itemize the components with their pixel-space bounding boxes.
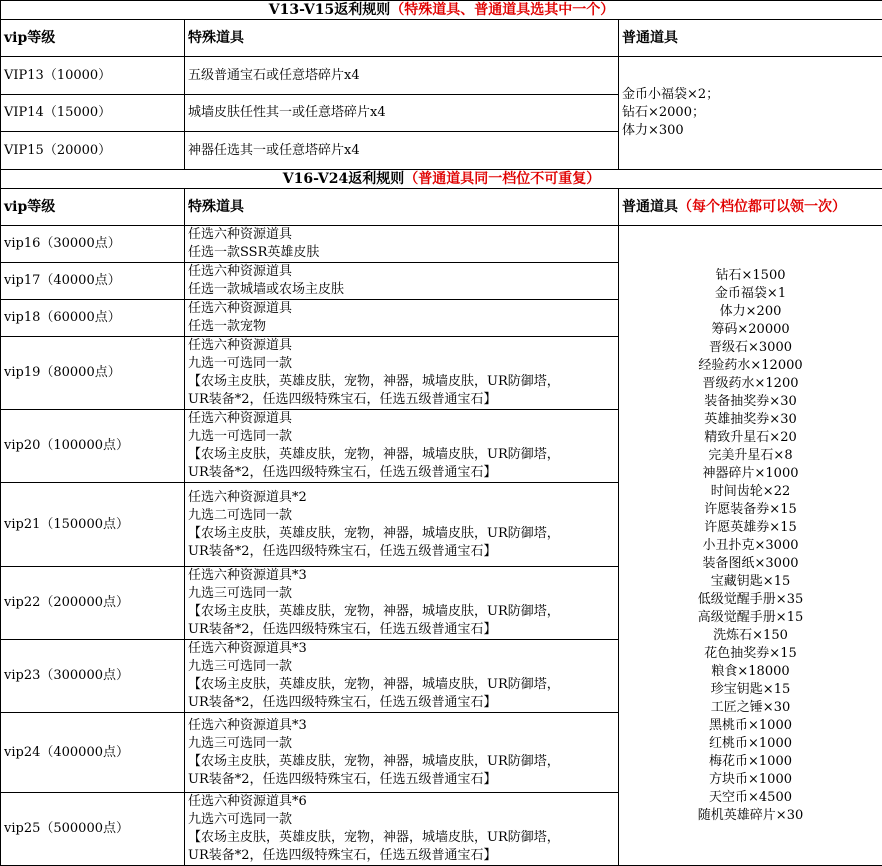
- vip-level-cell: vip24（400000点）: [1, 713, 185, 793]
- section1-title: V13-V15返利规则: [269, 2, 390, 18]
- normal-item: 晋级药水×1200: [622, 375, 879, 393]
- special-item-line: UR装备*2，任选四级特殊宝石，任选五级普通宝石】: [188, 621, 615, 639]
- special-item-line: 【农场主皮肤，英雄皮肤，宠物，神器，城墙皮肤，UR防御塔，: [188, 753, 615, 771]
- special-item-line: 任选一款城墙或农场主皮肤: [188, 281, 615, 299]
- section1-title-note: （特殊道具、普通道具选其中一个）: [390, 2, 614, 18]
- section1-header-row: [1, 20, 882, 57]
- special-item-cell: 神器任选其一或任意塔碎片x4: [185, 132, 619, 170]
- special-items-cell: [185, 483, 619, 567]
- header-normal-items: [619, 189, 882, 226]
- header-special-items: 特殊道具: [185, 189, 619, 226]
- special-items-cell: [185, 567, 619, 640]
- special-item-line: 【农场主皮肤，英雄皮肤，宠物，神器，城墙皮肤，UR防御塔，: [188, 373, 615, 391]
- normal-item: 珍宝钥匙×15: [622, 681, 879, 699]
- special-item-line: UR装备*2，任选四级特殊宝石，任选五级普通宝石】: [188, 771, 615, 789]
- special-item-line: 任选六种资源道具: [188, 263, 615, 281]
- vip-level-cell: VIP14（15000）: [1, 95, 185, 132]
- special-item-line: 任选六种资源道具: [188, 337, 615, 355]
- special-item-cell: 城墙皮肤任性其一或任意塔碎片x4: [185, 95, 619, 132]
- vip-level-cell: vip19（80000点）: [1, 337, 185, 410]
- special-item-line: UR装备*2，任选四级特殊宝石，任选五级普通宝石】: [188, 847, 615, 865]
- special-item-line: 任选一款宠物: [188, 318, 615, 336]
- normal-item: 精致升星石×20: [622, 429, 879, 447]
- special-item-line: 【农场主皮肤，英雄皮肤，宠物，神器，城墙皮肤，UR防御塔，: [188, 525, 615, 543]
- special-items-cell: [185, 226, 619, 263]
- normal-item: 低级觉醒手册×35: [622, 591, 879, 609]
- special-item-line: 九选二可选同一款: [188, 507, 615, 525]
- normal-item: 红桃币×1000: [622, 735, 879, 753]
- special-items-cell: [185, 793, 619, 866]
- special-item-line: 九选六可选同一款: [188, 811, 615, 829]
- header-vip-level: vip等级: [1, 189, 185, 226]
- special-item-line: 九选三可选同一款: [188, 735, 615, 753]
- section1-title-row: [1, 1, 882, 20]
- section2-title-row: [1, 170, 882, 189]
- header-normal-label: 普通道具: [622, 199, 678, 215]
- normal-item: 装备抽奖券×30: [622, 393, 879, 411]
- special-item-line: 任选六种资源道具: [188, 410, 615, 428]
- special-item-line: 任选六种资源道具*3: [188, 567, 615, 585]
- normal-item: 工匠之锤×30: [622, 699, 879, 717]
- vip-level-cell: vip16（30000点）: [1, 226, 185, 263]
- vip-level-cell: VIP13（10000）: [1, 57, 185, 95]
- normal-item: 黑桃币×1000: [622, 717, 879, 735]
- vip-level-cell: vip22（200000点）: [1, 567, 185, 640]
- special-items-cell: [185, 300, 619, 337]
- normal-item: 体力×300: [622, 122, 879, 140]
- special-item-line: UR装备*2，任选四级特殊宝石，任选五级普通宝石】: [188, 694, 615, 712]
- special-items-cell: [185, 410, 619, 483]
- normal-item: 完美升星石×8: [622, 447, 879, 465]
- vip-level-cell: vip20（100000点）: [1, 410, 185, 483]
- normal-item: 晋级石×3000: [622, 339, 879, 357]
- normal-item: 钻石×2000；: [622, 104, 879, 122]
- vip-level-cell: vip23（300000点）: [1, 640, 185, 713]
- special-item-line: 任选一款SSR英雄皮肤: [188, 244, 615, 262]
- header-normal-items: 普通道具: [619, 20, 882, 57]
- special-item-line: 【农场主皮肤，英雄皮肤，宠物，神器，城墙皮肤，UR防御塔，: [188, 829, 615, 847]
- section2-title-note: （普通道具同一档位不可重复）: [404, 171, 600, 187]
- vip-level-cell: VIP15（20000）: [1, 132, 185, 170]
- normal-item: 方块币×1000: [622, 771, 879, 789]
- normal-item: 英雄抽奖券×30: [622, 411, 879, 429]
- normal-item: 宝藏钥匙×15: [622, 573, 879, 591]
- normal-item: 许愿英雄券×15: [622, 519, 879, 537]
- special-items-cell: [185, 263, 619, 300]
- header-normal-note: （每个档位都可以领一次）: [678, 199, 846, 215]
- special-item-line: 九选一可选同一款: [188, 428, 615, 446]
- special-item-line: 任选六种资源道具*2: [188, 489, 615, 507]
- normal-items-cell: [619, 57, 882, 170]
- header-vip-level: vip等级: [1, 20, 185, 57]
- special-item-line: 【农场主皮肤，英雄皮肤，宠物，神器，城墙皮肤，UR防御塔，: [188, 676, 615, 694]
- header-special-items: 特殊道具: [185, 20, 619, 57]
- special-item-line: 任选六种资源道具: [188, 226, 615, 244]
- table-row: [1, 57, 882, 95]
- normal-item: 装备图纸×3000: [622, 555, 879, 573]
- section2-header-row: [1, 189, 882, 226]
- section2-title: V16-V24返利规则: [283, 171, 404, 187]
- normal-item: 钻石×1500: [622, 267, 879, 285]
- normal-item: 随机英雄碎片×30: [622, 807, 879, 825]
- special-item-line: UR装备*2，任选四级特殊宝石，任选五级普通宝石】: [188, 464, 615, 482]
- normal-item: 金币小福袋×2；: [622, 86, 879, 104]
- normal-item: 花色抽奖券×15: [622, 645, 879, 663]
- special-items-cell: [185, 713, 619, 793]
- special-item-line: 任选六种资源道具*3: [188, 717, 615, 735]
- special-item-line: 【农场主皮肤，英雄皮肤，宠物，神器，城墙皮肤，UR防御塔，: [188, 446, 615, 464]
- vip-level-cell: vip17（40000点）: [1, 263, 185, 300]
- vip-level-cell: vip25（500000点）: [1, 793, 185, 866]
- vip-level-cell: vip18（60000点）: [1, 300, 185, 337]
- special-item-line: 任选六种资源道具*3: [188, 640, 615, 658]
- special-item-line: 任选六种资源道具*6: [188, 793, 615, 811]
- normal-item: 筹码×20000: [622, 321, 879, 339]
- special-item-line: 九选三可选同一款: [188, 658, 615, 676]
- special-item-line: 九选三可选同一款: [188, 585, 615, 603]
- special-item-line: 任选六种资源道具: [188, 300, 615, 318]
- normal-item: 体力×200: [622, 303, 879, 321]
- special-item-cell: 五级普通宝石或任意塔碎片x4: [185, 57, 619, 95]
- normal-item: 天空币×4500: [622, 789, 879, 807]
- normal-item: 洗炼石×150: [622, 627, 879, 645]
- normal-items-list: [619, 226, 882, 866]
- special-item-line: UR装备*2，任选四级特殊宝石，任选五级普通宝石】: [188, 391, 615, 409]
- special-items-cell: [185, 640, 619, 713]
- special-items-cell: [185, 337, 619, 410]
- special-item-line: UR装备*2，任选四级特殊宝石，任选五级普通宝石】: [188, 543, 615, 561]
- normal-item: 许愿装备券×15: [622, 501, 879, 519]
- special-item-line: 九选一可选同一款: [188, 355, 615, 373]
- special-item-line: 【农场主皮肤，英雄皮肤，宠物，神器，城墙皮肤，UR防御塔，: [188, 603, 615, 621]
- normal-item: 梅花币×1000: [622, 753, 879, 771]
- normal-item: 金币福袋×1: [622, 285, 879, 303]
- normal-item: 小丑扑克×3000: [622, 537, 879, 555]
- normal-item: 高级觉醒手册×15: [622, 609, 879, 627]
- normal-item: 经验药水×12000: [622, 357, 879, 375]
- vip-level-cell: vip21（150000点）: [1, 483, 185, 567]
- normal-item: 时间齿轮×22: [622, 483, 879, 501]
- table-row: [1, 226, 882, 263]
- normal-item: 神器碎片×1000: [622, 465, 879, 483]
- normal-item: 粮食×18000: [622, 663, 879, 681]
